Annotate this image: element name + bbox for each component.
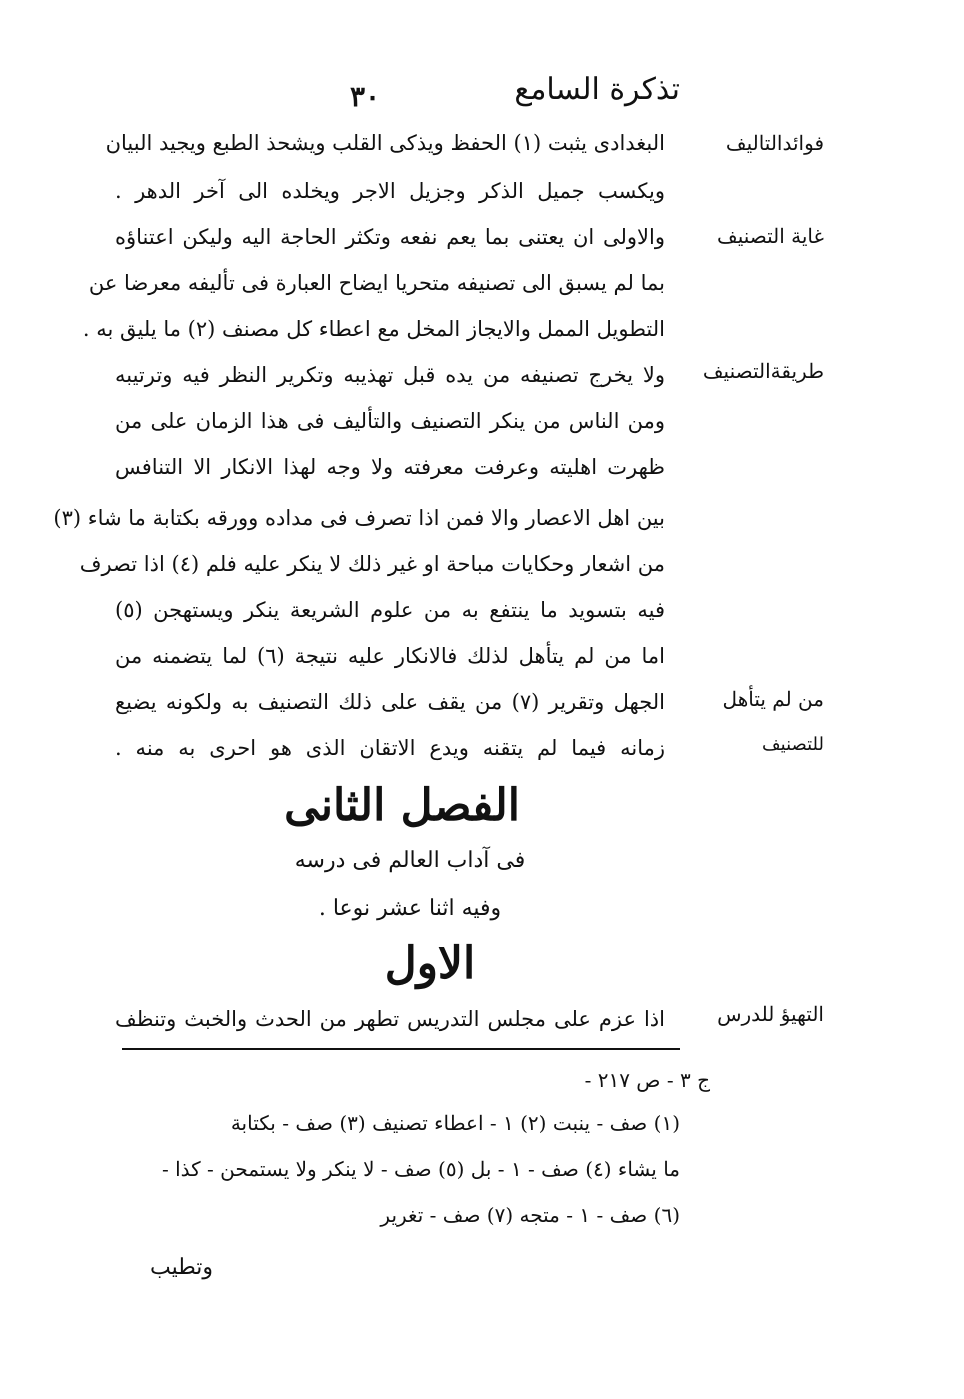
body-line: والاولى ان يعتنى بما يعم نفعه وتكثر الحاجة اليه وليكن اعتناؤه [115,225,665,249]
footnote-line: (٦) صف - ۱ - متجه (۷) صف - تغرير [380,1203,680,1227]
body-line: اما من لم يتأهل لذلك فالانكار عليه نتيجة (٦) لما يتضمنه من [115,644,665,668]
section-first-line: اذا عزم على مجلس التدريس تطهر من الحدث والخبث وتنظف [115,1007,665,1031]
body-line: بين اهل الاعصار والا فمن اذا تصرف فى مداده وورقه بكتابة ما شاء (۳) [53,506,665,530]
body-line: من اشعار وحكايات مباحة او غير ذلك لا ينكر عليه فلم (٤) اذا تصرف [79,552,665,576]
footnote-line: (۱) صف - ينبت (۲) ۱ - اعطاء تصنيف (۳) صف - بكتابة [230,1111,680,1135]
footnote-source-ref: ج ۳ - ص ۲۱۷ - [584,1068,710,1092]
margin-note-fawaid: فوائدالتاليف [725,131,824,155]
body-line: ومن الناس من ينكر التصنيف والتأليف فى هذا الزمان على من [115,409,665,433]
body-line: التطويل الممل والايجاز المخل مع اعطاء كل مصنف (۲) ما يليق به . [82,317,665,341]
margin-note-ghayat: غاية التصنيف [716,224,824,248]
body-line: بما لم يسبق الى تصنيفه متحريا ايضاح العبارة فى تأليفه معرضا عن [88,271,665,295]
body-line: الجهل وتقرير (۷) من يقف على ذلك التصنيف به ولكونه يضيع [115,690,665,714]
margin-note-tariqat: طريقةالتصنيف [702,359,824,383]
margin-note-man-lam-2: للتصنيف [762,734,824,755]
body-line: ظهرت اهليته وعرفت معرفته ولا وجه لهذا الانكار الا التنافس [115,455,665,479]
page-number: ۳۰ [350,80,381,113]
body-line: فيه بتسويد ما ينتفع به من علوم الشريعة ينكر ويستهجن (٥) [115,598,665,622]
body-line: ولا يخرج تصنيفه من يده قبل تهذيبه وتكرير النظر فيه وترتيبه [115,363,665,387]
footnote-separator [122,1048,680,1050]
margin-note-man-lam-1: من لم يتأهل [722,687,824,711]
chapter-title: الفصل الثانى [284,780,520,831]
chapter-subtitle-2: وفيه اثنا عشر نوعا . [318,896,502,921]
catchword: وتطيب [150,1255,214,1280]
body-line: ويكسب جميل الذكر وجزيل الاجر ويخلده الى آخر الدهر . [115,179,665,203]
body-line: البغدادى يثبت (۱) الحفظ ويذكى القلب ويشحذ الطبع ويجيد البيان [105,131,665,155]
margin-note-tahayyu: التهيؤ للدرس [717,1002,824,1026]
section-title: الاول [384,938,476,989]
body-line: زمانه فيما لم يتقنه ويدع الاتقان الذى هو احرى به منه . [115,736,665,760]
footnote-line: ما يشاء (٤) صف - ۱ - بل (٥) صف - لا ينكر ولا يستمحن - كذا - [161,1157,680,1181]
chapter-subtitle: فى آداب العالم فى درسه [294,848,526,873]
running-title: تذكرة السامع [514,72,680,107]
